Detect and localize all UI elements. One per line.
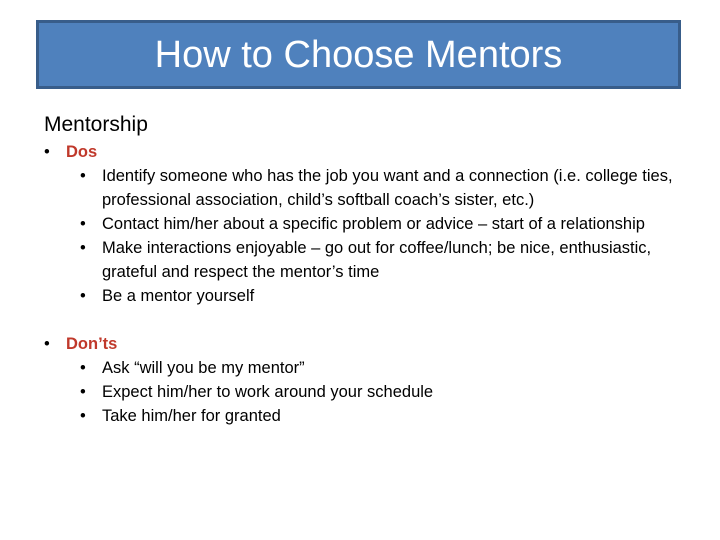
list-item-text: Ask “will you be my mentor”	[102, 359, 305, 377]
list-item	[80, 404, 684, 428]
bullet-icon: •	[44, 143, 50, 161]
list-item-text: Expect him/her to work around your schedule	[102, 383, 434, 401]
donts-bullet	[44, 332, 684, 356]
list-item	[80, 380, 684, 404]
list-item-text: Make interactions enjoyable – go out for coffee/lunch; be nice, enthusiastic, grateful and respect the mentor’s time	[102, 239, 652, 281]
bullet-icon: •	[80, 287, 86, 305]
list-item-text: Be a mentor yourself	[102, 287, 255, 305]
bullet-icon: •	[44, 335, 50, 353]
bullet-icon: •	[80, 407, 86, 425]
bullet-icon: •	[80, 359, 86, 377]
dos-label: Dos	[66, 143, 98, 161]
list-item	[80, 284, 684, 308]
section-heading: Mentorship	[44, 113, 148, 136]
bullet-icon: •	[80, 383, 86, 401]
bullet-icon: •	[80, 215, 86, 233]
list-item-text: Contact him/her about a specific problem or advice – start of a relationship	[102, 215, 645, 233]
list-item	[80, 236, 684, 284]
dos-bullet	[44, 140, 684, 164]
slide-title-box	[36, 20, 681, 89]
list-item-text: Identify someone who has the job you want and a connection (i.e. college ties, professional association, child’s softball coach’s sister, etc.)	[102, 167, 673, 209]
spacer	[44, 308, 684, 332]
bullet-icon: •	[80, 167, 86, 185]
donts-label: Don’ts	[66, 335, 118, 353]
bullet-icon: •	[80, 239, 86, 257]
slide-content	[44, 112, 684, 428]
list-item-text: Take him/her for granted	[102, 407, 281, 425]
list-item	[80, 212, 684, 236]
list-item	[80, 164, 684, 212]
slide-title: How to Choose Mentors	[154, 33, 563, 76]
list-item	[80, 356, 684, 380]
